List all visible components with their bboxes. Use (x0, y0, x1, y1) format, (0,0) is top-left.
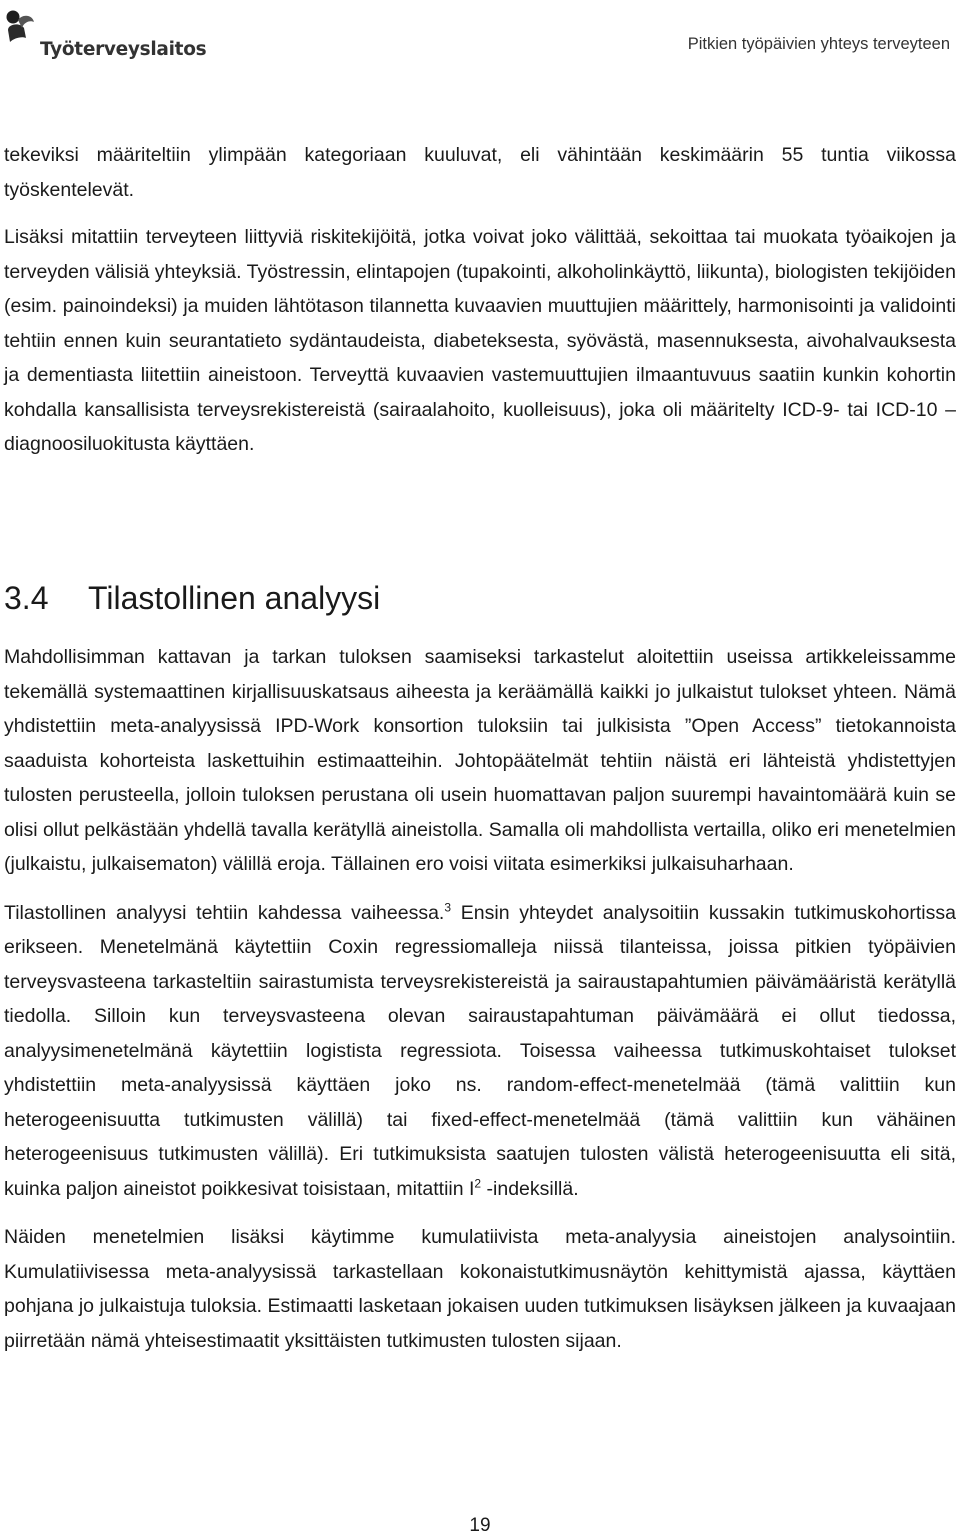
logo-symbol-icon (4, 8, 38, 58)
section-heading (4, 580, 380, 617)
page-number: 19 (469, 1515, 491, 1536)
tyoterveyslaitos-logo (4, 8, 207, 64)
page-header (0, 0, 960, 80)
section-title: Tilastollinen analyysi (88, 580, 381, 616)
running-title: Pitkien työpäivien yhteys terveyteen (687, 35, 950, 53)
superscript: 2 (474, 1176, 482, 1190)
logo-wordmark: Työterveyslaitos (40, 39, 207, 60)
paragraph (4, 896, 956, 1207)
paragraph: Lisäksi mitattiin terveyteen liittyviä riskitekijöitä, jotka voivat joko välittää, sekoittaa tai muokata työaikojen ja terveyden välisiä yhteyksiä. Työstressin, elintapojen (tupakointi, alkoholinkäyttö, liikunta), biologisten tekijöiden (esim. painoindeksi) ja muiden lähtötason tilannetta kuvaavien muuttujien määrittely, harmonisointi ja validointi tehtiin ennen kuin seurantatieto sydäntaudeista, diabeteksesta, syövästä, masennuksesta, aivohalvauksesta ja dementiasta liitettiin aineistoon. Terveyttä kuvaavien vastemuuttujien ilmaantuvuus saatiin kunkin kohortin kohdalla kansallisista terveysrekistereistä (sairaalahoito, kuolleisuus), joka oli määritelty ICD-9- tai ICD-10 –diagnoosiluokitusta käyttäen. (4, 226, 956, 455)
paragraph-text: Ensin yhteydet analysoitiin kussakin tutkimuskohortissa erikseen. Menetelmänä käytettiin Coxin regressiomalleja niissä tilanteissa, joissa pitkien työpäivien terveysvasteena tarkasteltiin sairastumista terveysrekistereistä ja sairaustapahtumien päivämääristä kerätyllä tiedolla. Silloin kun terveysvasteena olevan sairaustapahtuman päivämäärä ei ollut tiedossa, analyysimenetelmänä käytettiin logistista regressiota. Toisessa vaiheessa tutkimuskohtaiset tulokset yhdistettiin meta-analyysissä käyttäen joko ns. random-effect-menetelmää (tämä valittiin kun heterogeenisuutta tutkimusten välillä) tai fixed-effect-menetelmää (tämä valittiin kun vähäinen heterogeenisuus tutkimusten välillä). Eri tutkimuksista saatujen tulosten välistä heterogeenisuutta eli sitä, kuinka paljon aineistot poikkesivat toisistaan, mitattiin I (4, 901, 956, 1200)
paragraph: tekeviksi määriteltiin ylimpään kategoriaan kuuluvat, eli vähintään keskimäärin 55 tuntia viikossa työskentelevät. (4, 144, 956, 201)
body-text-section (4, 640, 956, 1372)
footnote-ref: 3 (444, 900, 452, 914)
paragraph: Näiden menetelmien lisäksi käytimme kumulatiivista meta-analyysia aineistojen analysointiin. Kumulatiivisessa meta-analyysissä tarkastellaan kokonaistutkimusnäytön kehittymistä ajassa, käyttäen pohjana jo julkaistuja tuloksia. Estimaatti lasketaan jokaisen uuden tutkimuksen lisäyksen jälkeen ja kuvaajaan piirretään nämä yhteisestimaatit yksittäisten tutkimusten tulosten sijaan. (4, 1226, 956, 1352)
body-text-top (4, 138, 956, 462)
paragraph-text: Tilastollinen analyysi tehtiin kahdessa vaiheessa. (4, 901, 445, 924)
section-number: 3.4 (4, 580, 49, 616)
paragraph-text: -indeksillä. (481, 1177, 579, 1200)
paragraph: Mahdollisimman kattavan ja tarkan tuloksen saamiseksi tarkastelut aloitettiin useissa artikkeleissamme tekemällä systemaattinen kirjallisuuskatsaus aiheesta ja keräämällä kaikki jo julkaistut tulokset yhteen. Nämä yhdistettiin meta-analyysissä IPD-Work konsortion tuloksiin tai julkisista ”Open Access” tietokannoista saaduista kohorteista laskettuihin estimaatteihin. Johtopäätelmät tehtiin näistä eri lähteistä yhdistettyjen tulosten perusteella, jolloin tuloksen perustana oli usein huomattavan paljon suurempi havaintomäärä kuin se olisi ollut pelkästään yhdellä tavalla kerätyllä aineistolla. Samalla oli mahdollista vertailla, oliko eri menetelmien (julkaistu, julkaisematon) välillä eroja. Tällainen ero voisi viitata esimerkiksi julkaisuharhaan. (4, 646, 956, 875)
